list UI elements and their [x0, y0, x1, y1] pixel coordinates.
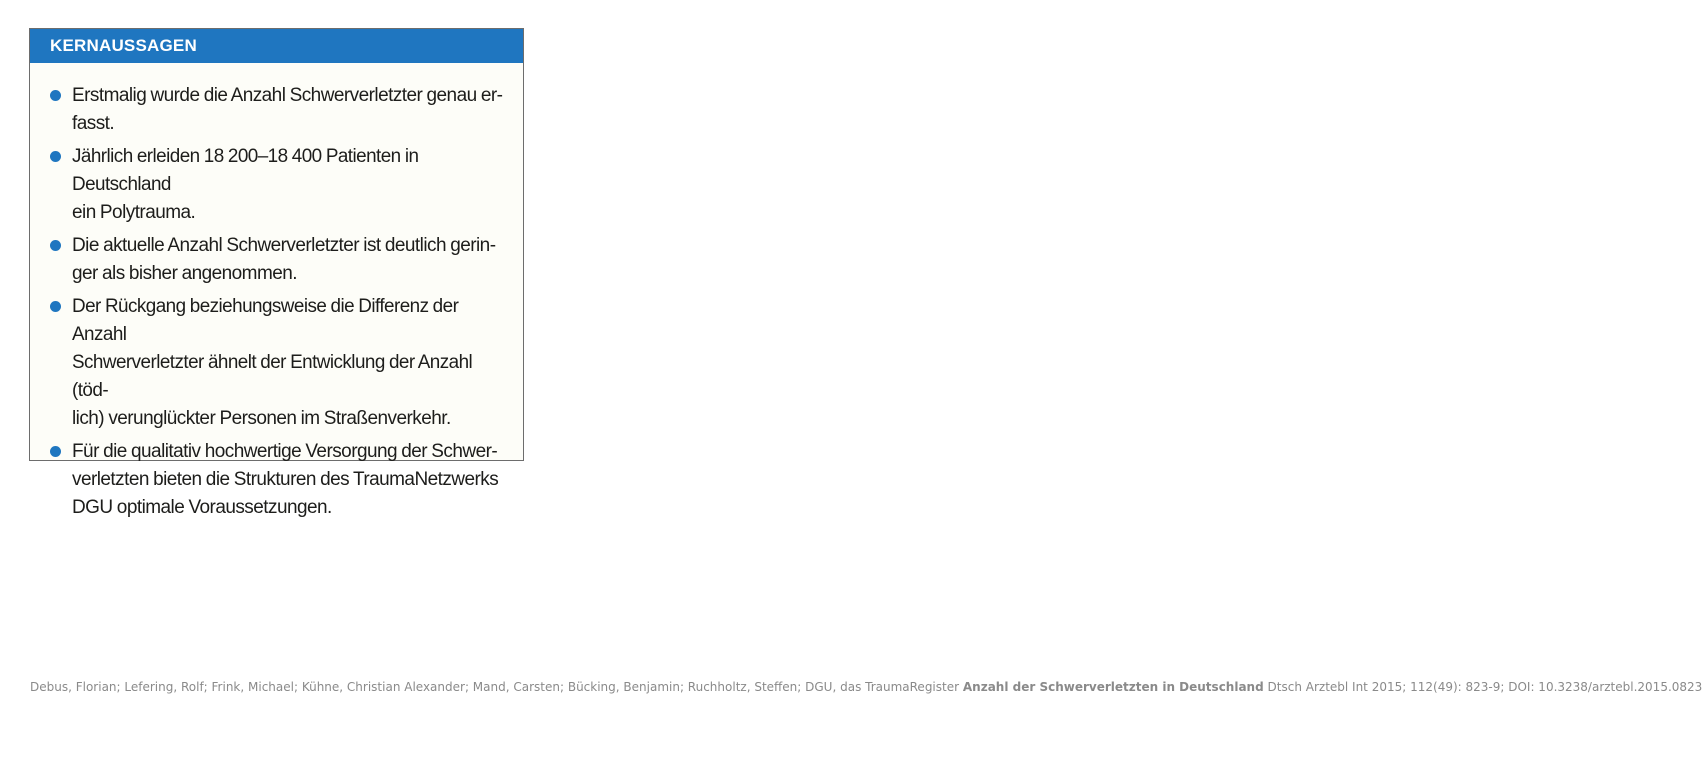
key-statement-line: verletzten bieten die Strukturen des TraumaNetzwerks — [72, 469, 499, 490]
key-statement-item — [50, 82, 507, 138]
bullet-dot-icon — [50, 240, 61, 251]
key-statement-line: Für die qualitativ hochwertige Versorgung der Schwer- — [72, 441, 498, 462]
bullet-dot-icon — [50, 301, 61, 312]
key-statement-line: ger als bisher angenommen. — [72, 263, 298, 284]
key-statement-line: ein Polytrauma. — [72, 202, 196, 223]
key-statements-list — [30, 63, 523, 522]
key-statement-line: lich) verunglückter Personen im Straßenverkehr. — [72, 408, 451, 429]
key-statement-item — [50, 438, 507, 522]
key-statement-line: Schwerverletzter ähnelt der Entwicklung der Anzahl (töd- — [72, 352, 473, 401]
bullet-dot-icon — [50, 90, 61, 101]
bullet-dot-icon — [50, 446, 61, 457]
key-statement-item — [50, 143, 507, 227]
key-statements-title: KERNAUSSAGEN — [30, 29, 523, 63]
citation-source: Dtsch Arztebl Int 2015; 112(49): 823-9; DOI: 10.3238/arztebl.2015.0823 — [1267, 680, 1702, 694]
key-statement-line: DGU optimale Voraussetzungen. — [72, 497, 332, 518]
key-statement-line: Der Rückgang beziehungsweise die Differenz der Anzahl — [72, 296, 459, 345]
key-statement-line: fasst. — [72, 113, 115, 134]
citation-title: Anzahl der Schwerverletzten in Deutschland — [962, 680, 1264, 694]
key-statement-item — [50, 293, 507, 433]
citation-block — [30, 677, 1702, 697]
key-statement-line: Jährlich erleiden 18 200–18 400 Patienten in Deutschland — [72, 146, 419, 195]
key-statements-box — [29, 28, 524, 518]
key-statement-line: Erstmalig wurde die Anzahl Schwerverletzter genau er- — [72, 85, 503, 106]
key-statement-line: Die aktuelle Anzahl Schwerverletzter ist deutlich gerin- — [72, 235, 496, 256]
key-statement-item — [50, 232, 507, 288]
citation-authors: Debus, Florian; Lefering, Rolf; Frink, Michael; Kühne, Christian Alexander; Mand, Carsten; Bücking, Benjamin; Ruchholtz, Steffen; DGU, das TraumaRegister — [30, 680, 960, 694]
bullet-dot-icon — [50, 151, 61, 162]
